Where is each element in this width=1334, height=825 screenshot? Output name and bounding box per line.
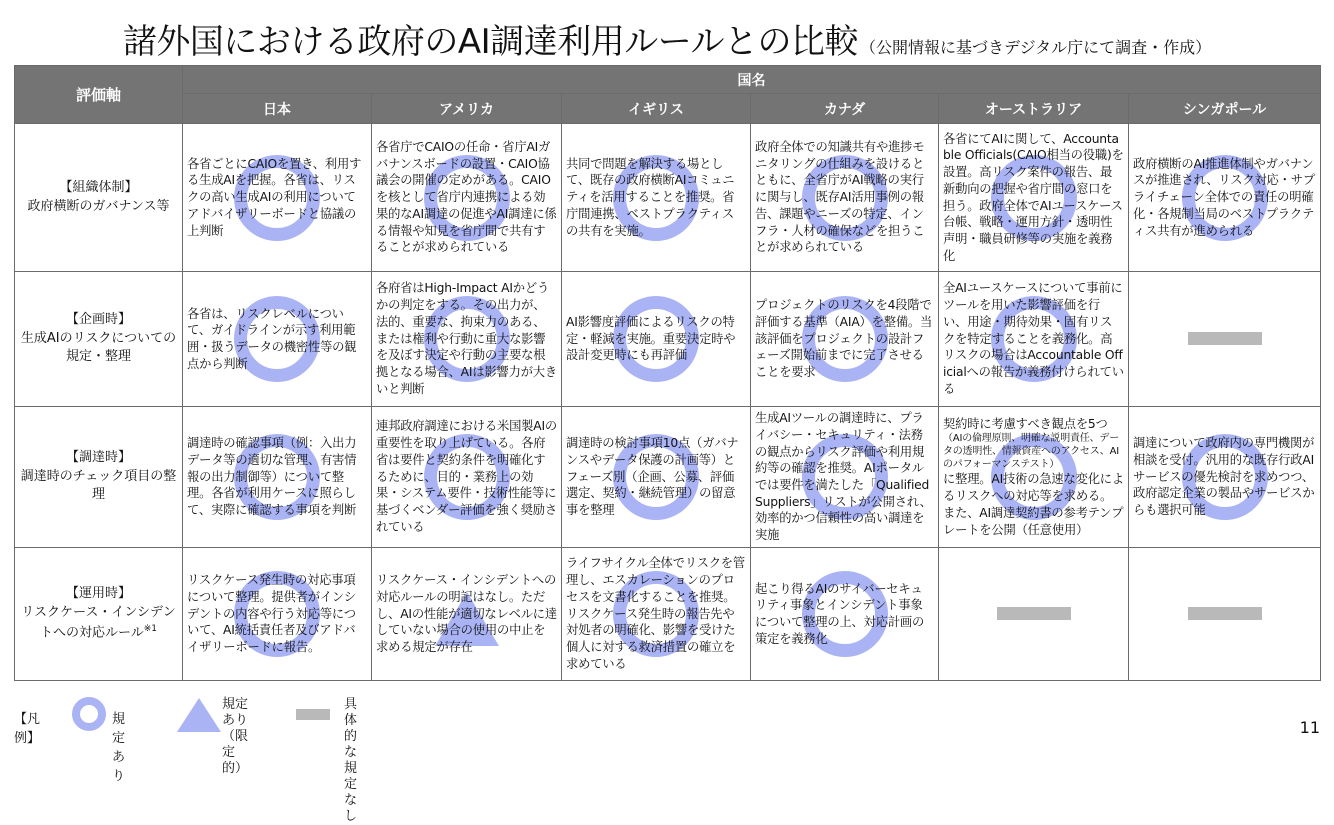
header-country-japan: 日本 <box>183 94 372 124</box>
cell-text-continued: に整理。AI技術の急速な変化によるリスクへの対応等を求める。また、AI調達契約書の参考テンプレートを公開（任意使用） <box>943 472 1124 537</box>
cell-canada <box>751 548 939 681</box>
cell-text: 政府全体での知識共有や進捗モニタリングの仕組みを設けるとともに、全省庁がAI戦略の実行に関与し、既存AI活用事例の報告、課題やニーズの特定、インフラ・人材の確保などを担うことが求められている <box>755 139 925 255</box>
page-title-main: 諸外国における政府のAI調達利用ルールとの比較 <box>122 22 859 62</box>
cell-uk <box>562 272 751 407</box>
legend-triangle-label <box>222 697 248 777</box>
row-label-title: 調達時のチェック項目の整理 <box>20 468 177 503</box>
header-axis: 評価軸 <box>15 66 183 124</box>
no-provision-bar-icon <box>1188 607 1262 620</box>
cell-text: 各省ごとにCAIOを置き、利用する生成AIを把握。各省は、リスクの高い生成AIの利用についてアドバイザリーボードと協議の上判断 <box>187 156 362 238</box>
cell-text: ライフサイクル全体でリスクを管理し、エスカレーションのプロセスを文書化することを推奨。リスクケース発生時の報告先や対処者の明確化、影響を受けた個人に対する救済措置の確立を求めている <box>566 556 745 671</box>
cell-australia <box>939 272 1129 407</box>
row-label-category: 【運用時】 <box>65 586 131 602</box>
cell-usa <box>372 548 562 681</box>
row-label <box>15 548 183 681</box>
cell-australia <box>939 124 1129 272</box>
cell-text: リスクケース・インシデントへの対応ルールの明記はなし。ただし、AIの性能が適切なレベルに達していない場合の使用の中止を求める規定が存在 <box>376 573 557 655</box>
cell-canada <box>751 272 939 407</box>
row-label <box>15 124 183 272</box>
header-country-singapore: シンガポール <box>1129 94 1321 124</box>
cell-uk <box>562 407 751 548</box>
row-label-category: 【組織体制】 <box>59 179 138 195</box>
cell-text: 連邦政府調達における米国製AIの重要性を取り上げている。各府省は要件と契約条件を明確化するために、目的・業務上の効果・システム要件・技術性能等に基づくベンダー評価を強く奨励されている <box>376 419 557 534</box>
row-label <box>15 407 183 548</box>
cell-text: 共同で問題を解決する場として、既存の政府横断AIコミュニティを活用することを推奨。省庁間連携、ベストプラクティスの共有を実施。 <box>566 156 735 238</box>
legend-circle-icon <box>72 697 106 731</box>
header-country-canada: カナダ <box>751 94 939 124</box>
table-row <box>15 407 1321 548</box>
cell-text: AI影響度評価によるリスクの特定・軽減を実施。重要決定時や設計変更時にも再評価 <box>566 314 736 363</box>
cell-text: 各省にてAIに関して、Accountable Officials(CAIO相当の役職)を設置。高リスク案件の報告、最新動向の把握や省庁間の窓口を担う。政府全体でAIユースケース台帳、戦略・運用方針・透明性声明・職員研修等の実施を義務化 <box>943 131 1124 263</box>
cell-text: プロジェクトのリスクを4段階で評価する基準（AIA）を整備。当該評価をプロジェクトの設計フェーズ開始前までに完了させることを要求 <box>755 298 933 380</box>
cell-text: 調達時の確認事項（例：入出力データ等の適切な管理、有害情報の出力制御等）について整理。各省が利用ケースに照らして、実際に確認する事項を判断 <box>187 436 357 518</box>
legend-triangle-icon <box>177 698 221 732</box>
row-label-category: 【企画時】 <box>65 311 131 327</box>
cell-text: リスクケース発生時の対応事項について整理。提供者がインシデントの内容や行う対応等について、AI統括責任者及びアドバイザリーボードに報告。 <box>187 573 356 655</box>
row-label-category: 【調達時】 <box>65 449 131 465</box>
cell-canada <box>751 124 939 272</box>
cell-text: 生成AIツールの調達時に、プライバシー・セキュリティ・法務の観点からリスク評価や利用規約等の確認を推奨。AIポータルでは要件を満たした「Qualified Suppliers」リストが公開され、効率的かつ信頼性の高い調達を実施 <box>755 411 932 543</box>
header-country-group: 国名 <box>183 66 1321 94</box>
legend-bar-label <box>344 697 357 825</box>
cell-text: 各府省はHigh-Impact AIかどうかの判定をする。その出力が、法的、重要な、拘束力のある、または権利や行動に重大な影響を及ぼす決定や行動の主要な根拠となる場合、AIは影響力が大きいと判断 <box>376 281 557 396</box>
cell-japan <box>183 272 372 407</box>
cell-text-wrapper <box>943 417 1124 537</box>
legend-triangle-label-line1: 規定あり <box>222 697 249 728</box>
legend-title: 【凡例】 <box>14 712 41 746</box>
cell-text: 調達時の検討事項10点（ガバナンスやデータ保護の計画等）とフェーズ別（企画、公募、評価選定、契約・継続管理）の留意事を整理 <box>566 436 739 518</box>
header-country-uk: イギリス <box>562 94 751 124</box>
table-row <box>15 124 1321 272</box>
cell-canada <box>751 407 939 548</box>
cell-japan <box>183 548 372 681</box>
cell-australia <box>939 407 1129 548</box>
cell-text: 各省庁でCAIOの任命・省庁AIガバナンスボードの設置・CAIO協議会の開催の定めがある。CAIOを核として省庁内連携による効果的なAI調達の促進やAI調達に係る情報や知見を省庁間で共有することが求められている <box>376 139 557 255</box>
page-title <box>0 14 1334 63</box>
cell-singapore <box>1129 407 1321 548</box>
no-provision-bar-icon <box>997 607 1071 620</box>
cell-text: 起こり得るAIのサイバーセキュリティ事象とインシデント事象について整理の上、対応計画の策定を義務化 <box>755 581 925 646</box>
cell-usa <box>372 272 562 407</box>
footnote-mark: ※1 <box>143 623 158 634</box>
cell-text: 契約時に考慮すべき観点を5つ <box>943 416 1108 431</box>
cell-uk <box>562 124 751 272</box>
cell-text: 調達について政府内の専門機関が相談を受付。汎用的な既存行政AIサービスの優先検討を求めつつ、政府認定企業の製品やサービスからも選択可能 <box>1133 436 1315 518</box>
no-provision-bar-icon <box>1188 332 1262 345</box>
row-label <box>15 272 183 407</box>
row-label-title: 政府横断のガバナンス等 <box>27 198 170 214</box>
comparison-table <box>14 65 1321 681</box>
legend-bar-icon <box>296 709 330 720</box>
cell-text-small: （AIの倫理原則、明確な説明責任、データの透明性、情報資産へのアクセス、AIのパフォーマンステスト） <box>943 433 1119 471</box>
cell-text: 全AIユースケースについて事前にツールを用いた影響評価を行い、用途・期待効果・固有リスクを特定することを義務化。高リスクの場合はAccountable Officialへの報告が義務付けられている <box>943 281 1124 396</box>
table-row <box>15 548 1321 681</box>
cell-australia <box>939 548 1129 681</box>
cell-singapore <box>1129 124 1321 272</box>
cell-singapore <box>1129 272 1321 407</box>
header-country-usa: アメリカ <box>372 94 562 124</box>
cell-usa <box>372 124 562 272</box>
row-label-title-wrapper <box>19 604 178 643</box>
cell-text: 各省は、リスクレベルについて、ガイドラインが示す利用範囲・扱うデータの機密性等の観点から判断 <box>187 306 357 371</box>
cell-usa <box>372 407 562 548</box>
header-country-australia: オーストラリア <box>939 94 1129 124</box>
cell-japan <box>183 407 372 548</box>
row-label-title: 生成AIのリスクについての規定・整理 <box>20 330 177 365</box>
page-number: 11 <box>1299 718 1320 737</box>
legend-triangle-label-line2: （限定的） <box>222 729 249 776</box>
legend-circle-label: 規定あり <box>112 712 126 784</box>
legend-bar-label-line1: 具体的な <box>344 697 358 760</box>
row-label-title: リスクケース・インシデントへの対応ルール <box>21 604 176 641</box>
cell-text: 政府横断のAI推進体制やガバナンスが推進され、リスク対応・サプライチェーン全体での責任の明確化・各規制当局のベストプラクティス共有が進められる <box>1133 156 1315 238</box>
cell-singapore <box>1129 548 1321 681</box>
cell-japan <box>183 124 372 272</box>
page-title-sub: （公開情報に基づきデジタル庁にて調査・作成） <box>860 38 1212 57</box>
legend-bar-label-line2: 規定なし <box>344 761 358 824</box>
table-row <box>15 272 1321 407</box>
cell-uk <box>562 548 751 681</box>
